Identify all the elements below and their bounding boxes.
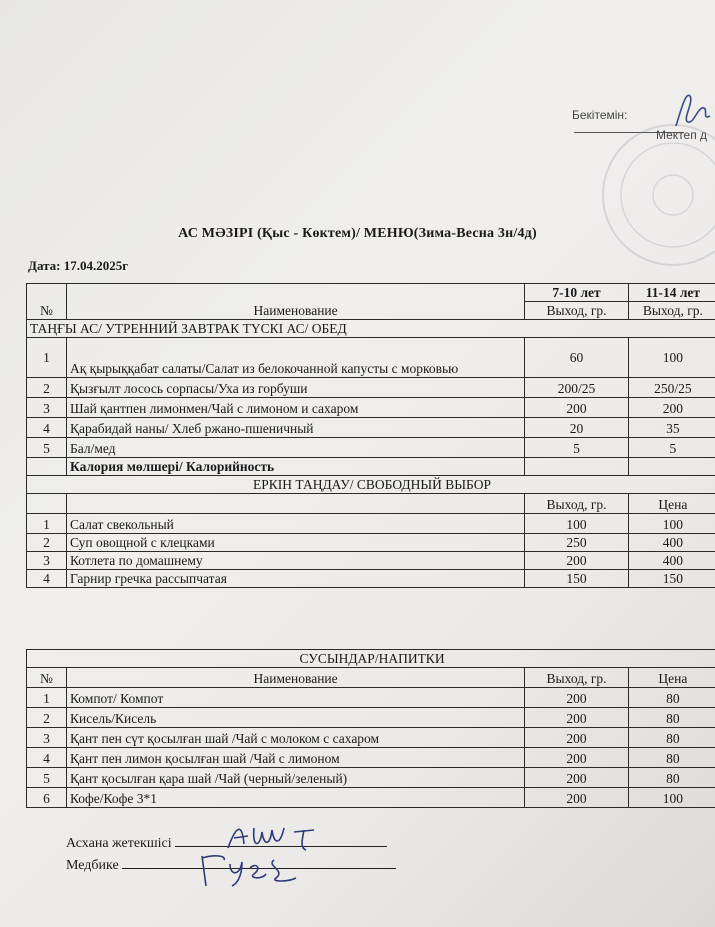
approval-school-label: Мектеп д: [656, 128, 708, 142]
drinks-table: [26, 649, 715, 808]
table-row: 4 Қант пен лимон қосылған шай /Чай с лимоном 200 80: [27, 748, 715, 768]
menu-table: [26, 283, 715, 588]
col-name-header: Наименование: [66, 668, 524, 688]
document-date: Дата: 17.04.2025г: [28, 258, 129, 273]
approval-label: Бекітемін:: [572, 108, 715, 136]
free-choice-header: ЕРКІН ТАҢДАУ/ СВОБОДНЫЙ ВЫБОР: [27, 476, 715, 494]
director-signature-icon: [668, 86, 713, 131]
nurse-signature-icon: [196, 848, 306, 890]
table-row: 6 Кофе/Кофе 3*1 200 100: [27, 788, 715, 808]
calorie-row: [27, 458, 715, 476]
table-row: 3 Котлета по домашнему 200 400: [27, 552, 715, 570]
stamp-seal-icon: [598, 120, 715, 270]
drinks-section-header: СУСЫНДАР/НАПИТКИ: [27, 650, 715, 668]
table-row: 4 Гарнир гречка рассыпчатая 150 150: [27, 570, 715, 588]
col-name-header: Наименование: [66, 284, 524, 320]
col-no-header: №: [27, 284, 67, 320]
calorie-label: Калория мөлшері/ Калорийность: [66, 458, 524, 476]
age-11-14-header: 11-14 лет: [628, 284, 715, 302]
table-row: 1 Салат свекольный 100 100: [27, 514, 715, 534]
table-row: 1 Компот/ Компот 200 80: [27, 688, 715, 708]
meal-section-header: ТАҢҒЫ АС/ УТРЕННИЙ ЗАВТРАК ТҮСКІ АС/ ОБЕД: [27, 320, 715, 338]
col-no-header: №: [27, 668, 67, 688]
col-out-header: Выход, гр.: [628, 302, 715, 320]
table-row: 5 Қант қосылған қара шай /Чай (черный/зеленый) 200 80: [27, 768, 715, 788]
col-out-header: Выход, гр.: [525, 302, 629, 320]
age-7-10-header: 7-10 лет: [525, 284, 629, 302]
table-row: 4 Қарабидай наны/ Хлеб ржано-пшеничный 20 35: [27, 418, 715, 438]
nurse-label: Медбике: [66, 858, 119, 873]
table-row: 5 Бал/мед 5 5: [27, 438, 715, 458]
table-row: 3 Қант пен сүт қосылған шай /Чай с молоком с сахаром 200 80: [27, 728, 715, 748]
table-row: 2 Суп овощной с клецками 250 400: [27, 534, 715, 552]
free-col-price-header: Цена: [628, 494, 715, 514]
col-price-header: Цена: [628, 668, 715, 688]
document-title: АС МӘЗІРІ (Қыс - Көктем)/ МЕНЮ(Зима-Весна 3н/4д): [178, 226, 537, 241]
table-row: 3 Шай қантпен лимонмен/Чай с лимоном и сахаром 200 200: [27, 398, 715, 418]
free-col-out-header: Выход, гр.: [525, 494, 629, 514]
table-row: 2 Кисель/Кисель 200 80: [27, 708, 715, 728]
table-row: 2 Қызғылт лосось сорпасы/Уха из горбуши 200/25 250/25: [27, 378, 715, 398]
table-row: 1 Ақ қырыққабат салаты/Салат из белокочанной капусты с морковью 60 100: [27, 338, 715, 378]
chef-label: Асхана жетекшісі: [66, 836, 172, 851]
col-out-header: Выход, гр.: [525, 668, 629, 688]
